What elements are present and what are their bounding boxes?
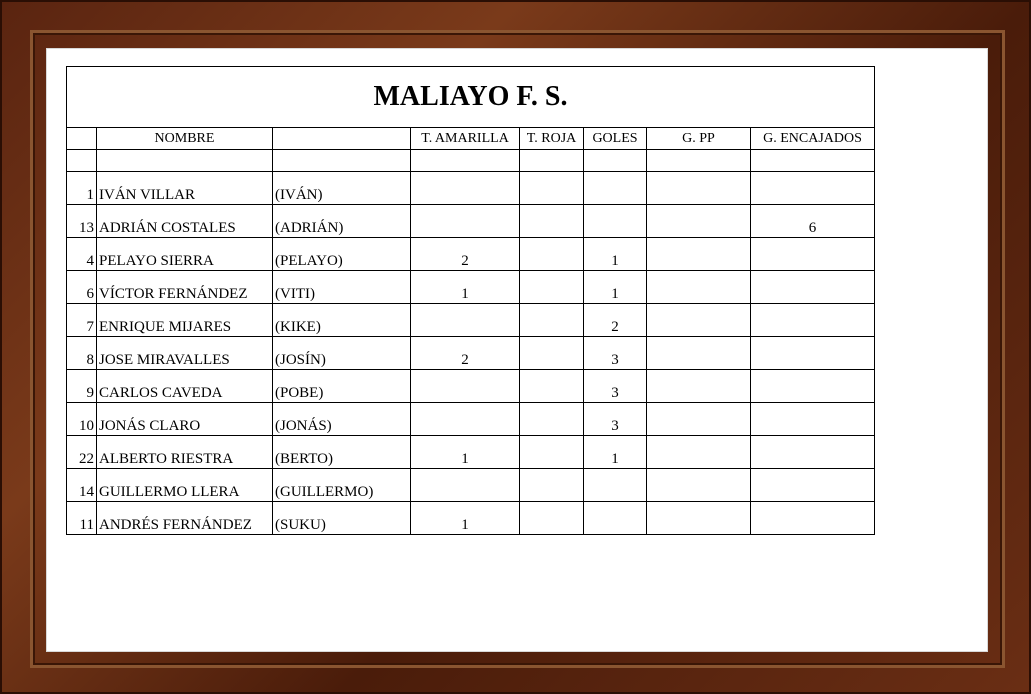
player-roja: [520, 337, 584, 370]
player-encajados: [751, 304, 875, 337]
player-encajados: [751, 502, 875, 535]
player-roja: [520, 271, 584, 304]
player-num: 4: [67, 238, 97, 271]
player-alias: (KIKE): [273, 304, 411, 337]
header-encajados: G. ENCAJADOS: [751, 128, 875, 150]
header-row: [67, 128, 875, 150]
player-gpp: [647, 436, 751, 469]
player-amarilla: 2: [411, 337, 520, 370]
header-goles: GOLES: [584, 128, 647, 150]
player-num: 8: [67, 337, 97, 370]
player-encajados: [751, 337, 875, 370]
table-row: [67, 502, 875, 535]
player-alias: (IVÁN): [273, 172, 411, 205]
player-gpp: [647, 172, 751, 205]
player-roja: [520, 469, 584, 502]
player-alias: (JOSÍN): [273, 337, 411, 370]
player-amarilla: [411, 370, 520, 403]
table-row: [67, 403, 875, 436]
player-gpp: [647, 238, 751, 271]
player-roja: [520, 403, 584, 436]
stats-table: [66, 66, 875, 535]
player-encajados: [751, 436, 875, 469]
header-gpp: G. PP: [647, 128, 751, 150]
player-goles: [584, 502, 647, 535]
player-gpp: [647, 205, 751, 238]
player-name: CARLOS CAVEDA: [97, 370, 273, 403]
player-encajados: [751, 172, 875, 205]
player-name: JONÁS CLARO: [97, 403, 273, 436]
player-goles: 1: [584, 436, 647, 469]
player-num: 11: [67, 502, 97, 535]
player-amarilla: 1: [411, 502, 520, 535]
player-name: JOSE MIRAVALLES: [97, 337, 273, 370]
player-alias: (JONÁS): [273, 403, 411, 436]
player-goles: 1: [584, 238, 647, 271]
player-goles: 3: [584, 337, 647, 370]
player-num: 10: [67, 403, 97, 436]
table-row: [67, 304, 875, 337]
team-title: MALIAYO F. S.: [67, 67, 875, 128]
player-name: IVÁN VILLAR: [97, 172, 273, 205]
table-row: [67, 370, 875, 403]
player-roja: [520, 205, 584, 238]
player-name: ADRIÁN COSTALES: [97, 205, 273, 238]
header-nombre: NOMBRE: [97, 128, 273, 150]
player-encajados: [751, 271, 875, 304]
player-amarilla: [411, 205, 520, 238]
player-goles: 3: [584, 370, 647, 403]
player-amarilla: [411, 172, 520, 205]
title-row: [67, 67, 875, 128]
player-num: 9: [67, 370, 97, 403]
player-alias: (POBE): [273, 370, 411, 403]
player-encajados: [751, 469, 875, 502]
player-num: 1: [67, 172, 97, 205]
player-goles: 3: [584, 403, 647, 436]
player-roja: [520, 370, 584, 403]
table-row: [67, 172, 875, 205]
player-roja: [520, 238, 584, 271]
table-row: [67, 469, 875, 502]
player-goles: [584, 172, 647, 205]
player-amarilla: 1: [411, 436, 520, 469]
player-alias: (SUKU): [273, 502, 411, 535]
player-goles: 1: [584, 271, 647, 304]
player-goles: [584, 205, 647, 238]
table-row: [67, 271, 875, 304]
table-row: [67, 337, 875, 370]
player-amarilla: 1: [411, 271, 520, 304]
table-row: [67, 238, 875, 271]
player-encajados: [751, 403, 875, 436]
header-num: [67, 128, 97, 150]
player-gpp: [647, 502, 751, 535]
player-goles: 2: [584, 304, 647, 337]
player-goles: [584, 469, 647, 502]
header-amarilla: T. AMARILLA: [411, 128, 520, 150]
player-gpp: [647, 403, 751, 436]
player-rows: [67, 172, 875, 535]
player-gpp: [647, 370, 751, 403]
header-alias: [273, 128, 411, 150]
player-roja: [520, 304, 584, 337]
player-roja: [520, 172, 584, 205]
table-row: [67, 436, 875, 469]
player-gpp: [647, 304, 751, 337]
player-num: 6: [67, 271, 97, 304]
player-amarilla: 2: [411, 238, 520, 271]
player-num: 7: [67, 304, 97, 337]
player-alias: (PELAYO): [273, 238, 411, 271]
player-gpp: [647, 271, 751, 304]
player-alias: (VITI): [273, 271, 411, 304]
player-amarilla: [411, 469, 520, 502]
spacer-row: [67, 150, 875, 172]
player-encajados: [751, 370, 875, 403]
header-roja: T. ROJA: [520, 128, 584, 150]
player-num: 22: [67, 436, 97, 469]
player-name: GUILLERMO LLERA: [97, 469, 273, 502]
player-amarilla: [411, 304, 520, 337]
player-name: ALBERTO RIESTRA: [97, 436, 273, 469]
player-num: 14: [67, 469, 97, 502]
player-encajados: [751, 238, 875, 271]
player-roja: [520, 502, 584, 535]
table-row: [67, 205, 875, 238]
player-alias: (BERTO): [273, 436, 411, 469]
player-name: ENRIQUE MIJARES: [97, 304, 273, 337]
player-name: ANDRÉS FERNÁNDEZ: [97, 502, 273, 535]
player-name: VÍCTOR FERNÁNDEZ: [97, 271, 273, 304]
player-name: PELAYO SIERRA: [97, 238, 273, 271]
player-gpp: [647, 337, 751, 370]
player-num: 13: [67, 205, 97, 238]
player-amarilla: [411, 403, 520, 436]
player-alias: (ADRIÁN): [273, 205, 411, 238]
player-roja: [520, 436, 584, 469]
player-gpp: [647, 469, 751, 502]
player-alias: (GUILLERMO): [273, 469, 411, 502]
player-encajados: 6: [751, 205, 875, 238]
